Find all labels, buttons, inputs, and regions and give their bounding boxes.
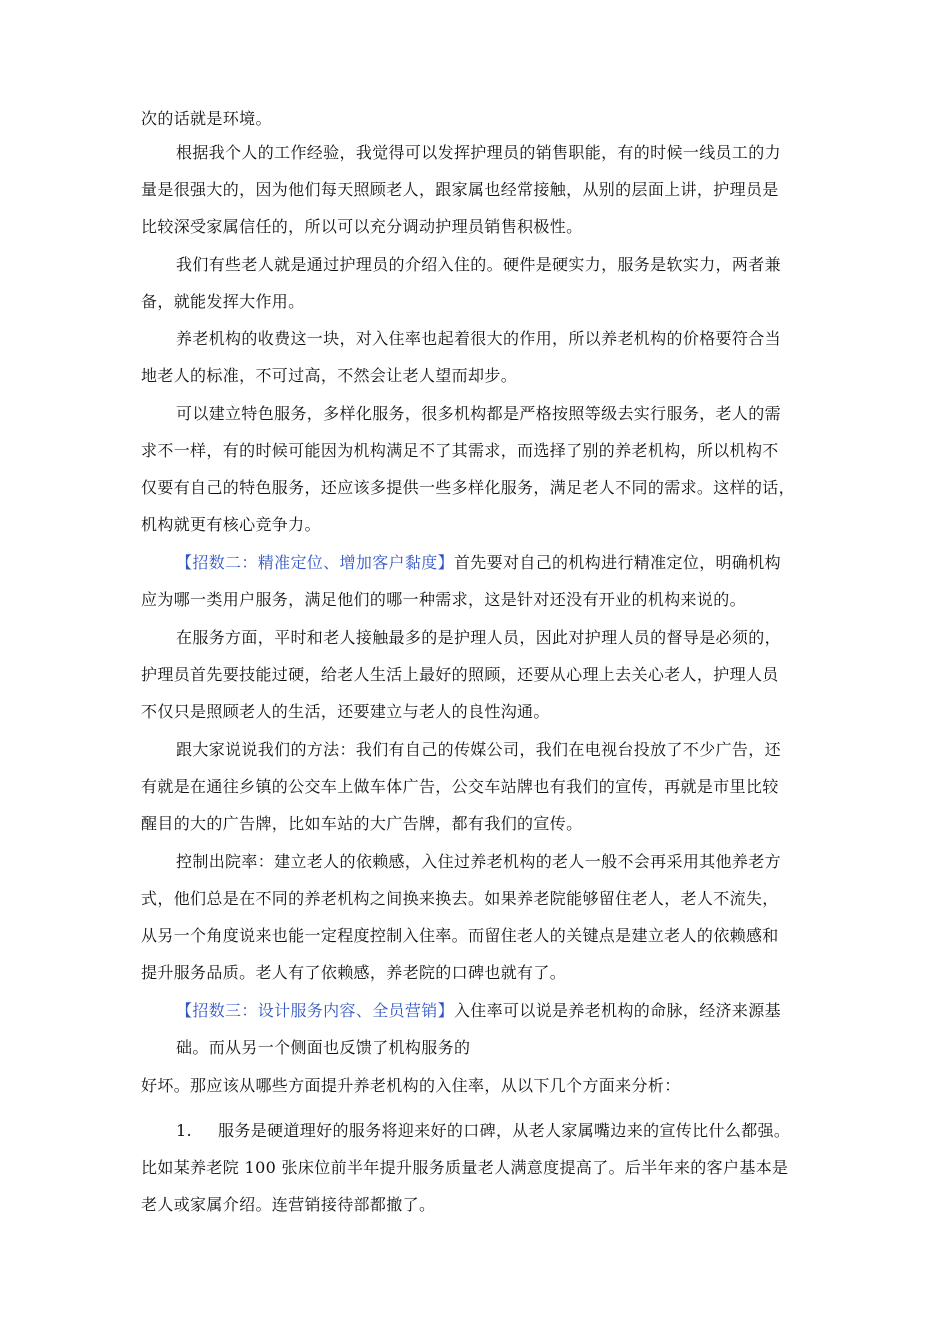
- section-heading-2: 【招数二：精准定位、增加客户黏度】: [176, 553, 454, 572]
- p6-line-1: 在服务方面，平时和老人接触最多的是护理人员，因此对护理人员的督导是必须的，: [176, 628, 781, 647]
- p8-line-2: 式，他们总是在不同的养老机构之间换来换去。如果养老院能够留住老人，老人不流失，: [141, 889, 779, 908]
- p5-line-1: [176, 553, 781, 573]
- p7-line-1: 跟大家说说我们的方法：我们有自己的传媒公司，我们在电视台投放了不少广告，还: [176, 740, 781, 759]
- p6-line-3: 不仅只是照顾老人的生活，还要建立与老人的良性沟通。: [141, 702, 550, 721]
- p2-line-2: 备，就能发挥大作用。: [141, 292, 305, 311]
- p10-line-1: [176, 1121, 790, 1141]
- p1-line-2: 量是很强大的，因为他们每天照顾老人，跟家属也经常接触，从别的层面上讲，护理员是: [141, 180, 779, 199]
- p4-line-4: 机构就更有核心竞争力。: [141, 515, 321, 534]
- list-number: 1.: [176, 1121, 192, 1140]
- p8-line-4: 提升服务品质。老人有了依赖感，养老院的口碑也就有了。: [141, 963, 567, 982]
- p3-line-2: 地老人的标准，不可过高，不然会让老人望而却步。: [141, 366, 518, 385]
- p9-line-1-text: 入住率可以说是养老机构的命脉，经济来源基: [453, 1001, 781, 1020]
- p9-line-1: [176, 1001, 781, 1021]
- p8-line-1: 控制出院率：建立老人的依赖感，入住过养老机构的老人一般不会再采用其他养老方: [176, 852, 781, 871]
- p10-line-2: 比如某养老院 100 张床位前半年提升服务质量老人满意度提高了。后半年来的客户基本是: [141, 1158, 789, 1177]
- p9-line-3: 好坏。那应该从哪些方面提升养老机构的入住率，从以下几个方面来分析：: [141, 1076, 681, 1095]
- p5-line-1-text: 首先要对自己的机构进行精准定位，明确机构: [453, 553, 781, 572]
- p10-line-1-text: 服务是硬道理好的服务将迎来好的口碑，从老人家属嘴边来的宣传比什么都强。: [218, 1121, 791, 1140]
- p4-line-1: 可以建立特色服务，多样化服务，很多机构都是严格按照等级去实行服务，老人的需: [176, 404, 781, 423]
- section-heading-3: 【招数三：设计服务内容、全员营销】: [176, 1001, 454, 1020]
- p3-line-1: 养老机构的收费这一块，对入住率也起着很大的作用，所以养老机构的价格要符合当: [176, 329, 781, 348]
- p1-line-3: 比较深受家属信任的，所以可以充分调动护理员销售积极性。: [141, 217, 583, 236]
- p10-line-3: 老人或家属介绍。连营销接待部都撤了。: [141, 1195, 436, 1214]
- p6-line-2: 护理员首先要技能过硬，给老人生活上最好的照顾，还要从心理上去关心老人，护理人员: [141, 665, 779, 684]
- p8-line-3: 从另一个角度说来也能一定程度控制入住率。而留住老人的关键点是建立老人的依赖感和: [141, 926, 779, 945]
- p7-line-2: 有就是在通往乡镇的公交车上做车体广告，公交车站牌也有我们的宣传，再就是市里比较: [141, 777, 779, 796]
- p0-line-1: 次的话就是环境。: [141, 109, 272, 128]
- p4-line-3: 仅要有自己的特色服务，还应该多提供一些多样化服务，满足老人不同的需求。这样的话，: [141, 478, 796, 497]
- p2-line-1: 我们有些老人就是通过护理员的介绍入住的。硬件是硬实力，服务是软实力，两者兼: [176, 255, 781, 274]
- p5-line-2: 应为哪一类用户服务，满足他们的哪一种需求，这是针对还没有开业的机构来说的。: [141, 590, 746, 609]
- p1-line-1: 根据我个人的工作经验，我觉得可以发挥护理员的销售职能，有的时候一线员工的力: [176, 143, 781, 162]
- p7-line-3: 醒目的大的广告牌，比如车站的大广告牌，都有我们的宣传。: [141, 814, 583, 833]
- p9-line-2: 础。而从另一个侧面也反馈了机构服务的: [176, 1038, 471, 1057]
- p4-line-2: 求不一样，有的时候可能因为机构满足不了其需求，而选择了别的养老机构，所以机构不: [141, 441, 779, 460]
